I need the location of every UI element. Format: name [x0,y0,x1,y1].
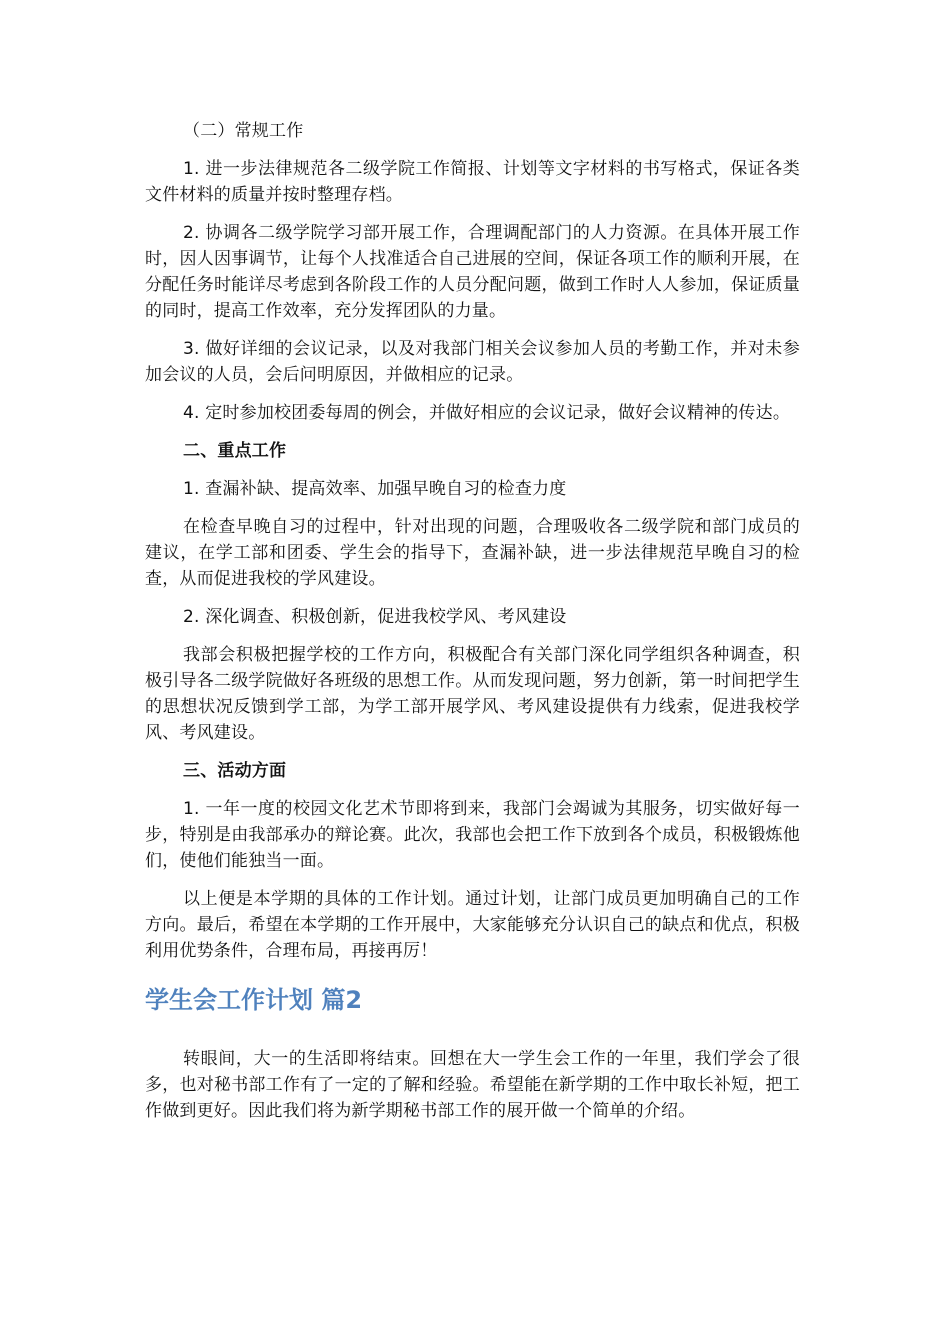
paragraph: 1. 进一步法律规范各二级学院工作简报、计划等文字材料的书写格式，保证各类文件材料的质量并按时整理存档。 [145,159,800,205]
paragraph: 在检查早晚自习的过程中，针对出现的问题，合理吸收各二级学院和部门成员的建议，在学工部和团委、学生会的指导下，查漏补缺，进一步法律规范早晚自习的检查，从而促进我校的学风建设。 [145,517,800,589]
heading-key-work: 二、重点工作 [183,441,287,461]
paragraph: 1. 一年一度的校园文化艺术节即将到来，我部门会竭诚为其服务，切实做好每一步，特别是由我部承办的辩论赛。此次，我部也会把工作下放到各个成员，积极锻炼他们，使他们能独当一面。 [145,799,800,871]
paragraph: 2. 深化调查、积极创新，促进我校学风、考风建设 [183,607,567,627]
paragraph: 以上便是本学期的具体的工作计划。通过计划，让部门成员更加明确自己的工作方向。最后，希望在本学期的工作开展中，大家能够充分认识自己的缺点和优点，积极利用优势条件，合理布局，再接再厉！ [145,889,800,961]
paragraph: 4. 定时参加校团委每周的例会，并做好相应的会议记录，做好会议精神的传达。 [183,403,791,423]
paragraph: 1. 查漏补缺、提高效率、加强早晚自习的检查力度 [183,479,567,499]
heading-activities: 三、活动方面 [183,761,287,781]
paragraph: 3. 做好详细的会议记录，以及对我部门相关会议参加人员的考勤工作，并对未参加会议的人员，会后问明原因，并做相应的记录。 [145,339,800,385]
section-title: 学生会工作计划 篇2 [145,986,363,1014]
document-page [145,118,800,1136]
paragraph: 转眼间，大一的生活即将结束。回想在大一学生会工作的一年里，我们学会了很多，也对秘书部工作有了一定的了解和经验。希望能在新学期的工作中取长补短，把工作做到更好。因此我们将为新学期秘书部工作的展开做一个简单的介绍。 [145,1049,800,1121]
paragraph: 2. 协调各二级学院学习部开展工作，合理调配部门的人力资源。在具体开展工作时，因人因事调节，让每个人找准适合自己进展的空间，保证各项工作的顺利开展，在分配任务时能详尽考虑到各阶段工作的人员分配问题，做到工作时人人参加，保证质量的同时，提高工作效率，充分发挥团队的力量。 [145,223,800,321]
subheading-routine-work: （二）常规工作 [183,121,304,141]
paragraph: 我部会积极把握学校的工作方向，积极配合有关部门深化同学组织各种调查，积极引导各二级学院做好各班级的思想工作。从而发现问题，努力创新，第一时间把学生的思想状况反馈到学工部，为学工部开展学风、考风建设提供有力线索，促进我校学风、考风建设。 [145,645,800,743]
